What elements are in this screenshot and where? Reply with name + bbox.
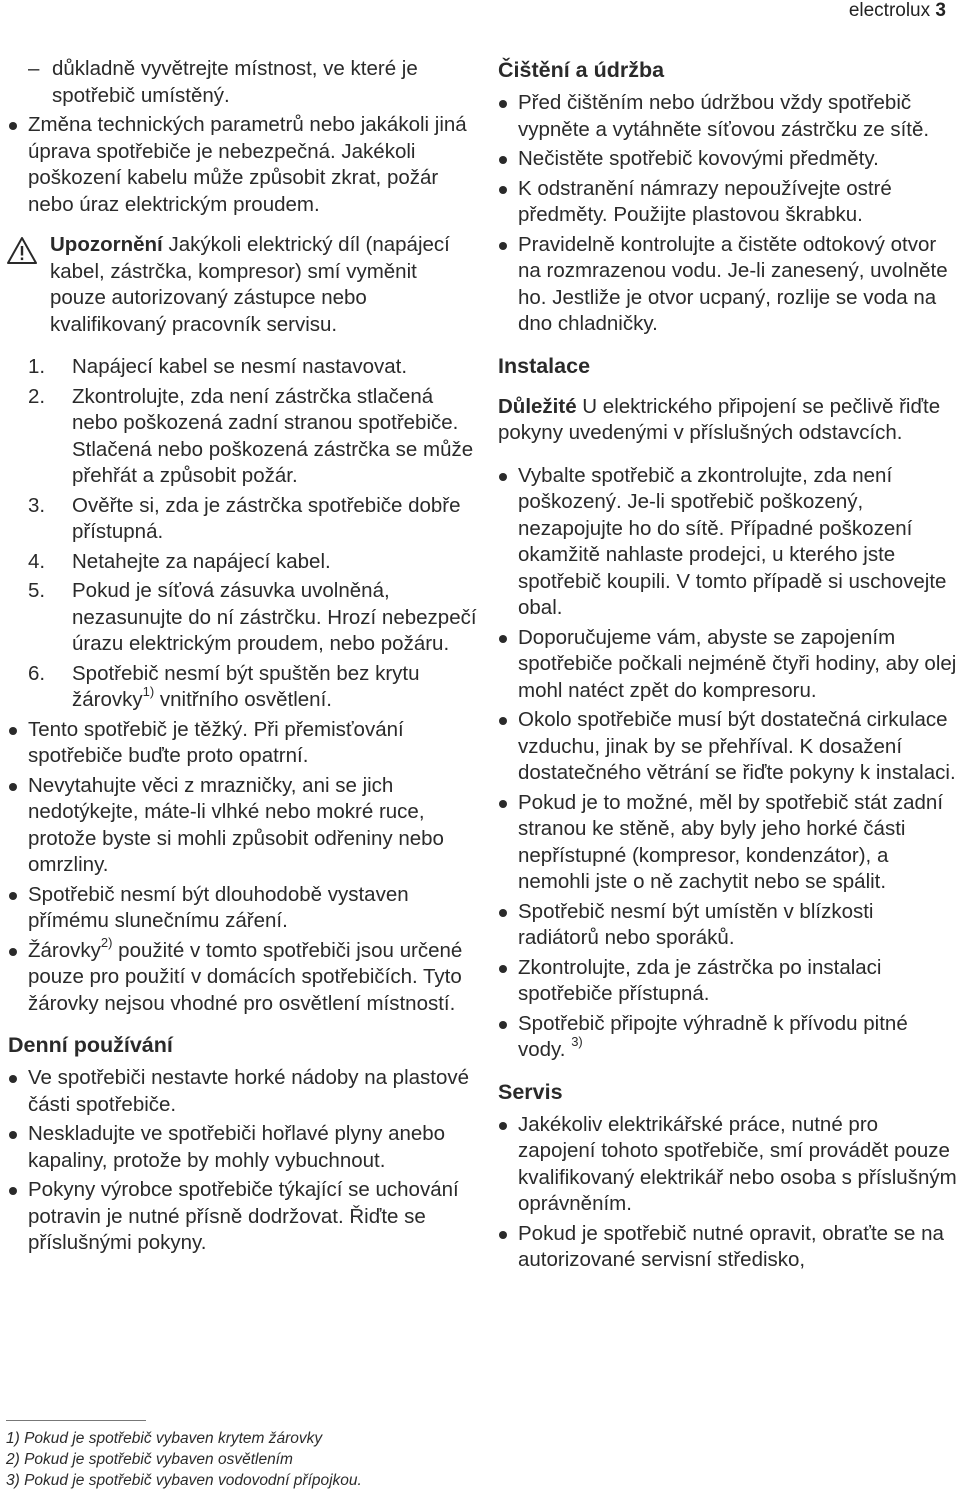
footnote: 1) Pokud je spotřebič vybaven krytem žárovky (6, 1430, 323, 1447)
list-item-text: Doporučujeme vám, abyste se zapojením spotřebiče počkali nejméně čtyři hodiny, aby olej mohl natéct zpět do kompresoru. (518, 625, 957, 702)
footnotes (6, 1428, 362, 1491)
list-item-text: Okolo spotřebiče musí být dostatečná cirkulace vzduchu, jinak by se přehříval. K dosažení dostatečného větrání se řiďte pokyny k instalaci. (518, 708, 956, 784)
list-item-text: Spotřebič nesmí být umístěn v blízkosti radiátorů nebo sporáků. (518, 899, 874, 949)
left-column (8, 56, 478, 1260)
dash-mark: – (28, 57, 40, 80)
section-heading-service: Servis (498, 1079, 563, 1104)
list-item (8, 934, 478, 1018)
list-item-text: Před čištěním nebo údržbou vždy spotřebič vypněte a vytáhněte síťovou zástrčku ze sítě. (518, 91, 930, 141)
numbered-item-text-after: vnitřního osvětlení. (154, 688, 332, 711)
numbered-item (8, 549, 478, 576)
numbered-item-text: Netahejte za napájecí kabel. (72, 549, 331, 573)
footnote-ref: 1) (142, 684, 155, 700)
list-item-text: Ve spotřebiči nestavte horké nádoby na plastové části spotřebiče. (28, 1066, 470, 1116)
important-text: U elektrického připojení se pečlivě řiďte pokyny uvedenými v příslušných odstavcích. (498, 394, 941, 444)
numbered-item (8, 384, 478, 490)
list-item (498, 790, 958, 896)
section-heading-installation: Instalace (498, 353, 591, 378)
item-number: 3. (28, 493, 46, 517)
numbered-item (8, 578, 478, 658)
list-item-text: Nevytahujte věci z mrazničky, ani se jich nedotýkejte, máte-li vlhké nebo mokré ruce, protože byste si mohli způsobit odřeniny nebo omrzliny. (28, 773, 444, 876)
numbered-item-text: Ověřte si, zda je zástrčka spotřebiče dobře přístupná. (72, 493, 461, 543)
item-number: 1. (28, 355, 46, 378)
item-number: 4. (28, 549, 46, 573)
warning-label: Upozornění (50, 233, 163, 256)
footnote: 2) Pokud je spotřebič vybaven osvětlením (6, 1451, 293, 1468)
page-number: 3 (935, 0, 946, 21)
section-heading-cleaning: Čištění a údržba (498, 58, 665, 82)
list-item-text: Jakékoliv elektrikářské práce, nutné pro zapojení tohoto spotřebiče, smí provádět pouze kvalifikovaný elektrikář nebo osoba s příslušným oprávněním. (518, 1112, 957, 1215)
list-item (498, 1112, 958, 1218)
list-item (498, 90, 958, 143)
list-item (498, 176, 958, 229)
item-number: 5. (28, 579, 46, 602)
list-item (498, 232, 958, 338)
numbered-item-text: Spotřebič nesmí být spuštěn bez krytu žárovky (72, 661, 420, 711)
numbered-item-text: Zkontrolujte, zda není zástrčka stlačená nebo poškozená zadní stranou spotřebiče. Stlačená nebo poškozená zástrčka se může přehřát a způsobit požár. (72, 384, 474, 487)
footnote-ref: 3) (571, 1034, 583, 1050)
list-item-text: Pravidelně kontrolujte a čistěte odtokový otvor na rozmrazenou vodu. Je-li zanesený, uvolněte ho. Jestliže je otvor ucpaný, rozlije se voda na dno chladničky. (518, 232, 948, 335)
list-item (498, 1011, 958, 1064)
dash-item (8, 56, 478, 109)
warning-triangle-icon (6, 236, 38, 265)
list-item (498, 899, 958, 952)
list-item (498, 955, 958, 1008)
list-item-text: Pokud je spotřebič nutné opravit, obraťte se na autorizované servisní středisko, (518, 1221, 944, 1271)
brand-name: electrolux (848, 0, 931, 21)
footnote: 3) Pokud je spotřebič vybaven vodovodní přípojkou. (6, 1472, 362, 1489)
list-item-text: Pokyny výrobce spotřebiče týkající se uchování potravin je nutné přísně dodržovat. Řiďte se příslušnými pokyny. (28, 1178, 459, 1254)
section-heading-daily-use: Denní používání (8, 1033, 173, 1057)
list-item-text: Zkontrolujte, zda je zástrčka po instalaci spotřebiče přístupná. (518, 955, 882, 1005)
list-item-text-after: použité v tomto spotřebiči jsou určené pouze pro použití v domácích spotřebičích. Tyto žárovky nejsou vhodné pro osvětlení místností. (28, 938, 463, 1015)
list-item (498, 463, 958, 622)
list-item (8, 773, 478, 879)
list-item (8, 1177, 478, 1257)
right-column (498, 56, 958, 1277)
list-item (8, 882, 478, 935)
list-item (498, 146, 958, 173)
dash-item-text: důkladně vyvětrejte místnost, ve které je spotřebič umístěný. (52, 57, 418, 107)
list-item-text: Nečistěte spotřebič kovovými předměty. (518, 147, 879, 170)
list-item-text: Pokud je to možné, měl by spotřebič stát zadní stranou ke stěně, aby byly jeho horké části nepřístupné (kompresor, kondenzátor), a nemohli jste o ně zachytit nebo se spálit. (518, 790, 944, 893)
list-item-text: Neskladujte ve spotřebiči hořlavé plyny anebo kapaliny, protože by mohly vybuchnout. (28, 1122, 446, 1172)
list-item (8, 1065, 478, 1118)
list-item-text: Změna technických parametrů nebo jakákoli jiná úprava spotřebiče je nebezpečná. Jakékoli poškození kabelu může způsobit zkrat, požár nebo úraz elektrickým proudem. (28, 113, 467, 216)
numbered-item (8, 354, 478, 381)
important-note (498, 394, 958, 447)
list-item-text: Spotřebič nesmí být dlouhodobě vystaven přímému slunečnímu záření. (28, 882, 409, 932)
list-item (498, 625, 958, 705)
list-item-text: K odstranění námrazy nepoužívejte ostré předměty. Použijte plastovou škrabku. (518, 176, 892, 226)
item-number: 2. (28, 384, 46, 408)
item-number: 6. (28, 661, 46, 685)
warning-block (8, 232, 478, 338)
list-item-text: Žárovky (28, 938, 101, 962)
footnote-ref: 2) (100, 934, 113, 950)
list-item (498, 1221, 958, 1274)
important-label: Důležité (498, 394, 577, 418)
page-header (849, 0, 946, 22)
list-item (8, 1121, 478, 1174)
list-item-text: Spotřebič připojte výhradně k přívodu pitné vody. (518, 1011, 908, 1061)
numbered-item (8, 493, 478, 546)
list-item-text: Vybalte spotřebič a zkontrolujte, zda není poškozený. Je-li spotřebič poškozený, nezapojujte ho do sítě. Případné poškození okamžitě nahlaste prodejci, u kterého jste spotřebič koupili. V tomto případě si uschovejte obal. (518, 463, 947, 619)
numbered-item (8, 661, 478, 714)
list-item-text: Tento spotřebič je těžký. Při přemisťování spotřebiče buďte proto opatrní. (28, 717, 404, 767)
warning-text: Jakýkoli elektrický díl (napájecí kabel, zástrčka, kompresor) smí vyměnit pouze autorizovaný zástupce nebo kvalifikovaný pracovník servisu. (50, 233, 450, 336)
list-item (8, 717, 478, 770)
numbered-item-text: Napájecí kabel se nesmí nastavovat. (72, 355, 408, 378)
numbered-item-text: Pokud je síťová zásuvka uvolněná, nezasunujte do ní zástrčku. Hrozí nebezpečí úrazu elektrickým proudem, nebo požáru. (72, 579, 477, 655)
list-item (498, 707, 958, 787)
list-item (8, 112, 478, 218)
